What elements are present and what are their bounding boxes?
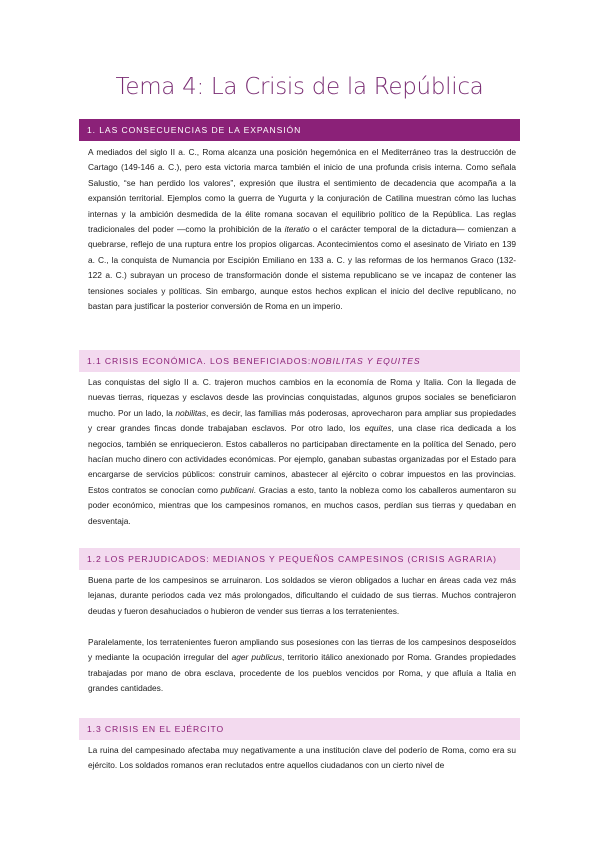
paragraph: [88, 145, 516, 314]
paragraph: [88, 635, 516, 697]
paragraph-text: A mediados del siglo II a. C., Roma alcanza una posición hegemónica en el Mediterráneo tras la destrucción de Cartago (149-146 a. C.), pero esta victoria marca también el inicio de una profunda crisis interna. Como señala Salustio, “se han perdido los valores”, expresión que ilustra el sentimiento de decadencia que acompaña a la expansión territorial. Ejemplos como la guerra de Yugurta y la conjuración de Catilina muestran cómo las luchas internas y la ambición desmedida de la élite romana socavan el equilibrio político de la República. Las reglas tradicionales del poder —como la prohibición de la: [88, 147, 516, 235]
section-heading-crisis-ejercito: [79, 718, 520, 740]
paragraph-text: Las conquistas del siglo II a. C. trajeron muchos cambios en la economía de Roma y Italia. Con la llegada de nuevas tierras, riquezas y esclavos desde las provincias conquistadas, algunos grupos sociales se beneficiaron mucho. Por un lado, la: [88, 377, 516, 418]
section-heading-perjudicados: [79, 548, 520, 570]
section-heading-text: 1.1 CRISIS ECONÓMICA. LOS BENEFICIADOS:: [87, 356, 312, 366]
paragraph-text: , es decir, las familias más poderosas, aprovecharon para ampliar sus propiedades y crear grandes fincas donde trabajaban esclavos. Por otro lado, los: [88, 407, 516, 434]
paragraph-text: o el carácter temporal de la dictadura— comienzan a quebrarse, reflejo de una ruptura entre los propios oligarcas. Acontecimientos como el asesinato de Viriato en 139 a. C., la conquista de Numancia por Escipión Emiliano en 133 a. C. y las reformas de los hermanos Graco (132-122 a. C.) subrayan un proceso de transformación donde el sistema republicano se ve incapaz de contener las tensiones sociales y políticas. Sin embargo, aunque estos hechos explican el inicio del declive republicano, no bastan para justificar la posterior conversión de Roma en un imperio.: [88, 224, 516, 312]
section-heading-crisis-economica: [79, 350, 520, 372]
paragraph: [88, 743, 516, 774]
italic-term: equites: [364, 423, 392, 434]
section-heading-text: 1.2 LOS PERJUDICADOS: MEDIANOS Y PEQUEÑOS CAMPESINOS (CRISIS AGRARIA): [87, 554, 497, 564]
paragraph: [88, 573, 516, 619]
italic-term: iteratio: [284, 224, 310, 235]
document-title: Tema 4: La Crisis de la República: [115, 74, 484, 100]
paragraph-text: Paralelamente, los terratenientes fueron ampliando sus posesiones con las tierras de los campesinos desposeídos y mediante la ocupación irregular del: [88, 637, 516, 663]
italic-term: ager publicus: [231, 652, 283, 663]
paragraph-text: La ruina del campesinado afectaba muy negativamente a una institución clave del poderío de Roma, como era su ejército. Los soldados romanos eran reclutados entre aquellos ciudadanos con un cierto nivel de: [88, 745, 516, 771]
paragraph-text: Buena parte de los campesinos se arruinaron. Los soldados se vieron obligados a luchar en áreas cada vez más lejanas, durante periodos cada vez más prolongados, dificultando el cuidado de sus tierras. Muchos contrajeron deudas y fueron desahuciados o hubieron de vender sus tierras a los terratenientes.: [88, 575, 516, 616]
italic-term: nobilitas: [175, 407, 206, 418]
paragraph: [88, 375, 516, 529]
section-heading-text: 1. LAS CONSECUENCIAS DE LA EXPANSIÓN: [87, 125, 302, 135]
section-heading-text: 1.3 CRISIS EN EL EJÉRCITO: [87, 724, 225, 734]
section-heading-consecuencias: [79, 119, 520, 141]
paragraph-text: . Gracias a esto, tanto la nobleza como los caballeros aumentaron su poder económico, mientras que los campesinos romanos, en muchos casos, perdían sus tierras y quedaban en desventaja.: [88, 484, 516, 526]
italic-term: publicani: [220, 484, 254, 495]
paragraph-text: , una clase rica dedicada a los negocios, también se enriquecieron. Estos caballeros no participaban directamente en la política del Senado, pero hacían mucho dinero con actividades económicas. Por ejemplo, ganaban subastas organizadas por el Estado para encargarse de servicios públicos: construir caminos, abastecer al ejército o cobrar impuestos en las provincias. Estos contratos se conocían como: [88, 423, 516, 495]
paragraph-text: , territorio itálico anexionado por Roma. Grandes propiedades trabajadas por mano de obra esclava, procedente de los pueblos vencidos por Roma, y que afluía a Italia en grandes cantidades.: [88, 652, 516, 694]
section-heading-italic: NOBILITAS Y EQUITES: [311, 356, 421, 366]
